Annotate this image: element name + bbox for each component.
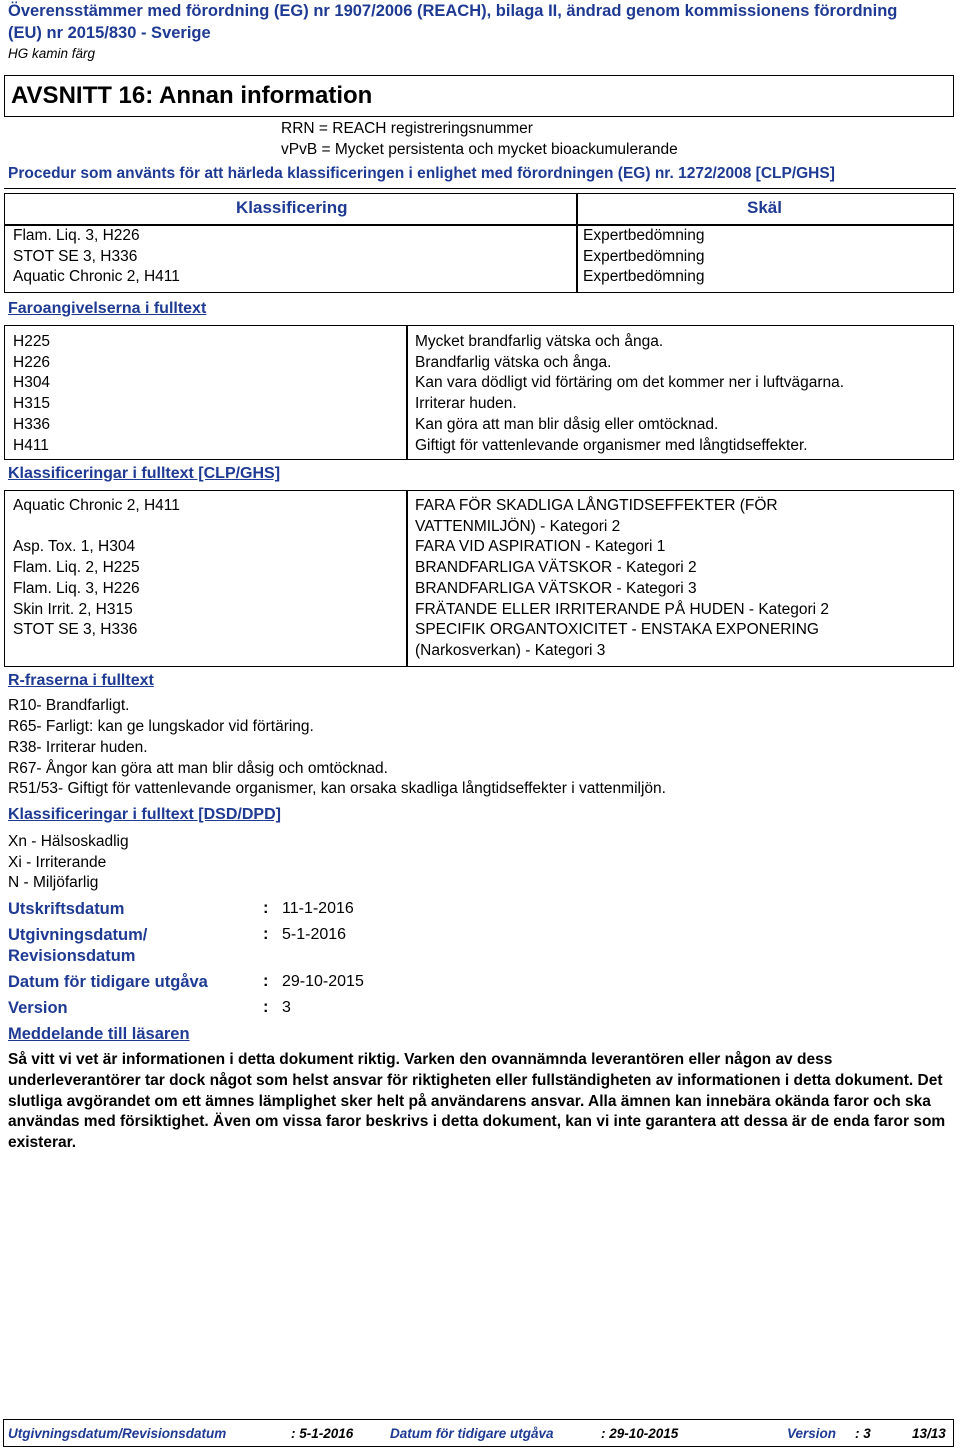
classification-item: Aquatic Chronic 2, H411 (13, 268, 180, 286)
r-phrases-heading: R-fraserna i fulltext (8, 672, 154, 689)
header-title-line-2: (EU) nr 2015/830 - Sverige (8, 24, 211, 42)
reason-item: Expertbedömning (583, 247, 705, 265)
section-title-box (4, 75, 954, 117)
clp-text: SPECIFIK ORGANTOXICITET - ENSTAKA EXPONERING (415, 621, 819, 639)
classification-item: STOT SE 3, H336 (13, 247, 138, 265)
reason-item: Expertbedömning (583, 227, 705, 244)
hazard-text: Mycket brandfarlig vätska och ånga. (415, 333, 664, 350)
footer-previous-value: : 29-10-2015 (601, 1426, 679, 1441)
abbreviation-vpvb: vPvB = Mycket persistenta och mycket bioackumulerande (281, 141, 678, 158)
clp-code: Flam. Liq. 2, H225 (13, 559, 140, 577)
previous-date-label: Datum för tidigare utgåva (8, 973, 208, 991)
hazard-texts (415, 332, 844, 456)
hazard-statements-heading: Faroangivelserna i fulltext (8, 300, 207, 317)
clp-texts (415, 496, 829, 662)
footer-version-label: Version (787, 1426, 837, 1441)
hazard-code: H304 (13, 374, 51, 392)
dsd-classifications-heading: Klassificeringar i fulltext [DSD/DPD] (8, 806, 281, 823)
hazard-code: H315 (13, 395, 51, 413)
clp-text: FRÄTANDE ELLER IRRITERANDE PÅ HUDEN - Kategori 2 (415, 600, 830, 618)
version-value: 3 (282, 999, 291, 1016)
clp-code: STOT SE 3, H336 (13, 621, 138, 639)
footer-page-number: 13/13 (912, 1426, 946, 1441)
table-header-reason: Skäl (747, 198, 782, 217)
classification-item: Flam. Liq. 3, H226 (13, 227, 140, 244)
product-name: HG kamin färg (8, 46, 96, 61)
hazard-text: Kan vara dödligt vid förtäring om det kommer ner i luftvägarna. (415, 374, 845, 392)
dsd-item: N - Miljöfarlig (8, 874, 99, 892)
footer-previous-label: Datum för tidigare utgåva (390, 1426, 554, 1441)
notice-heading: Meddelande till läsaren (8, 1025, 190, 1043)
previous-date-value: 29-10-2015 (282, 973, 364, 990)
r-phrase: R65- Farligt: kan ge lungskador vid förtäring. (8, 718, 314, 735)
hazard-codes-cell (4, 325, 407, 460)
version-colon: : (263, 998, 269, 1016)
hazard-text: Irriterar huden. (415, 395, 517, 413)
clp-text: BRANDFARLIGA VÄTSKOR - Kategori 2 (415, 559, 697, 577)
clp-text: VATTENMILJÖN) - Kategori 2 (415, 517, 621, 535)
issue-date-label-line-1: Utgivningsdatum/ (8, 926, 148, 944)
print-date-value: 11-1-2016 (282, 900, 354, 917)
clp-code: Skin Irrit. 2, H315 (13, 600, 133, 618)
notice-text: Så vitt vi vet är informationen i detta dokument riktig. Varken den ovannämnda leverantören eller någon av dess underleverantörer tar dock något som helst ansvar för riktigheten eller fullständigheten av informationen i detta dokument. Det slutliga avgörandet om ett ämnes lämplighet sker helt på användarens ansvar. Alla ämnen kan innebära okända faror och ska användas med försiktighet. Även om vissa faror beskrivs i detta dokument, kan vi inte garantera att dessa är de enda faror som existerar. (8, 1051, 946, 1152)
reason-item: Expertbedömning (583, 268, 705, 286)
hazard-code: H336 (13, 415, 51, 433)
r-phrase: R67- Ångor kan göra att man blir dåsig och omtöcknad. (8, 760, 388, 777)
clp-code: Asp. Tox. 1, H304 (13, 538, 136, 556)
divider (4, 188, 956, 189)
clp-code: Aquatic Chronic 2, H411 (13, 497, 180, 514)
r-phrase: R10- Brandfarligt. (8, 697, 130, 714)
r-phrase: R38- Irriterar huden. (8, 739, 148, 756)
abbreviation-rrn: RRN = REACH registreringsnummer (281, 120, 533, 137)
header-title-line-1: Överensstämmer med förordning (EG) nr 1907/2006 (REACH), bilaga II, ändrad genom kommissionens förordning (8, 2, 898, 20)
hazard-code: H411 (13, 436, 49, 454)
issue-date-colon: : (263, 925, 269, 943)
clp-text: FARA VID ASPIRATION - Kategori 1 (415, 538, 666, 556)
hazard-codes (13, 332, 50, 456)
reason-list (583, 226, 705, 288)
classification-list (13, 226, 180, 288)
hazard-code: H226 (13, 353, 51, 371)
clp-text: BRANDFARLIGA VÄTSKOR - Kategori 3 (415, 579, 697, 597)
document-header-title (8, 0, 958, 44)
dsd-classifications-list (8, 832, 129, 894)
dsd-item: Xi - Irriterande (8, 853, 107, 871)
clp-code-spacer (13, 517, 180, 538)
section-title: AVSNITT 16: Annan information (11, 82, 373, 109)
issue-date-label-line-2: Revisionsdatum (8, 947, 136, 965)
table-header-classification: Klassificering (236, 198, 348, 217)
clp-codes (13, 496, 180, 641)
procedure-heading: Procedur som använts för att härleda klassificeringen i enlighet med förordningen (EG) nr. 1272/2008 [CLP/GHS] (8, 165, 835, 182)
print-date-label: Utskriftsdatum (8, 900, 125, 918)
footer-issue-label: Utgivningsdatum/Revisionsdatum (8, 1426, 227, 1441)
dsd-item: Xn - Hälsoskadlig (8, 833, 129, 850)
hazard-text: Brandfarlig vätska och ånga. (415, 353, 612, 371)
clp-code: Flam. Liq. 3, H226 (13, 579, 140, 597)
print-date-colon: : (263, 899, 269, 917)
clp-text: (Narkosverkan) - Kategori 3 (415, 641, 606, 659)
issue-date-value: 5-1-2016 (282, 926, 347, 943)
footer-issue-value: : 5-1-2016 (291, 1426, 354, 1441)
hazard-text: Giftigt för vattenlevande organismer med långtidseffekter. (415, 436, 808, 454)
hazard-text: Kan göra att man blir dåsig eller omtöcknad. (415, 415, 719, 433)
issue-date-label (8, 925, 147, 967)
version-label: Version (8, 999, 68, 1017)
r-phrase: R51/53- Giftigt för vattenlevande organismer, kan orsaka skadliga långtidseffekter i vattenmiljön. (8, 780, 666, 797)
page-footer (3, 1419, 954, 1447)
footer-version-value: : 3 (855, 1426, 871, 1441)
clp-classifications-heading: Klassificeringar i fulltext [CLP/GHS] (8, 465, 281, 482)
previous-date-colon: : (263, 972, 269, 990)
clp-text: FARA FÖR SKADLIGA LÅNGTIDSEFFEKTER (FÖR (415, 497, 778, 514)
hazard-code: H225 (13, 333, 51, 350)
